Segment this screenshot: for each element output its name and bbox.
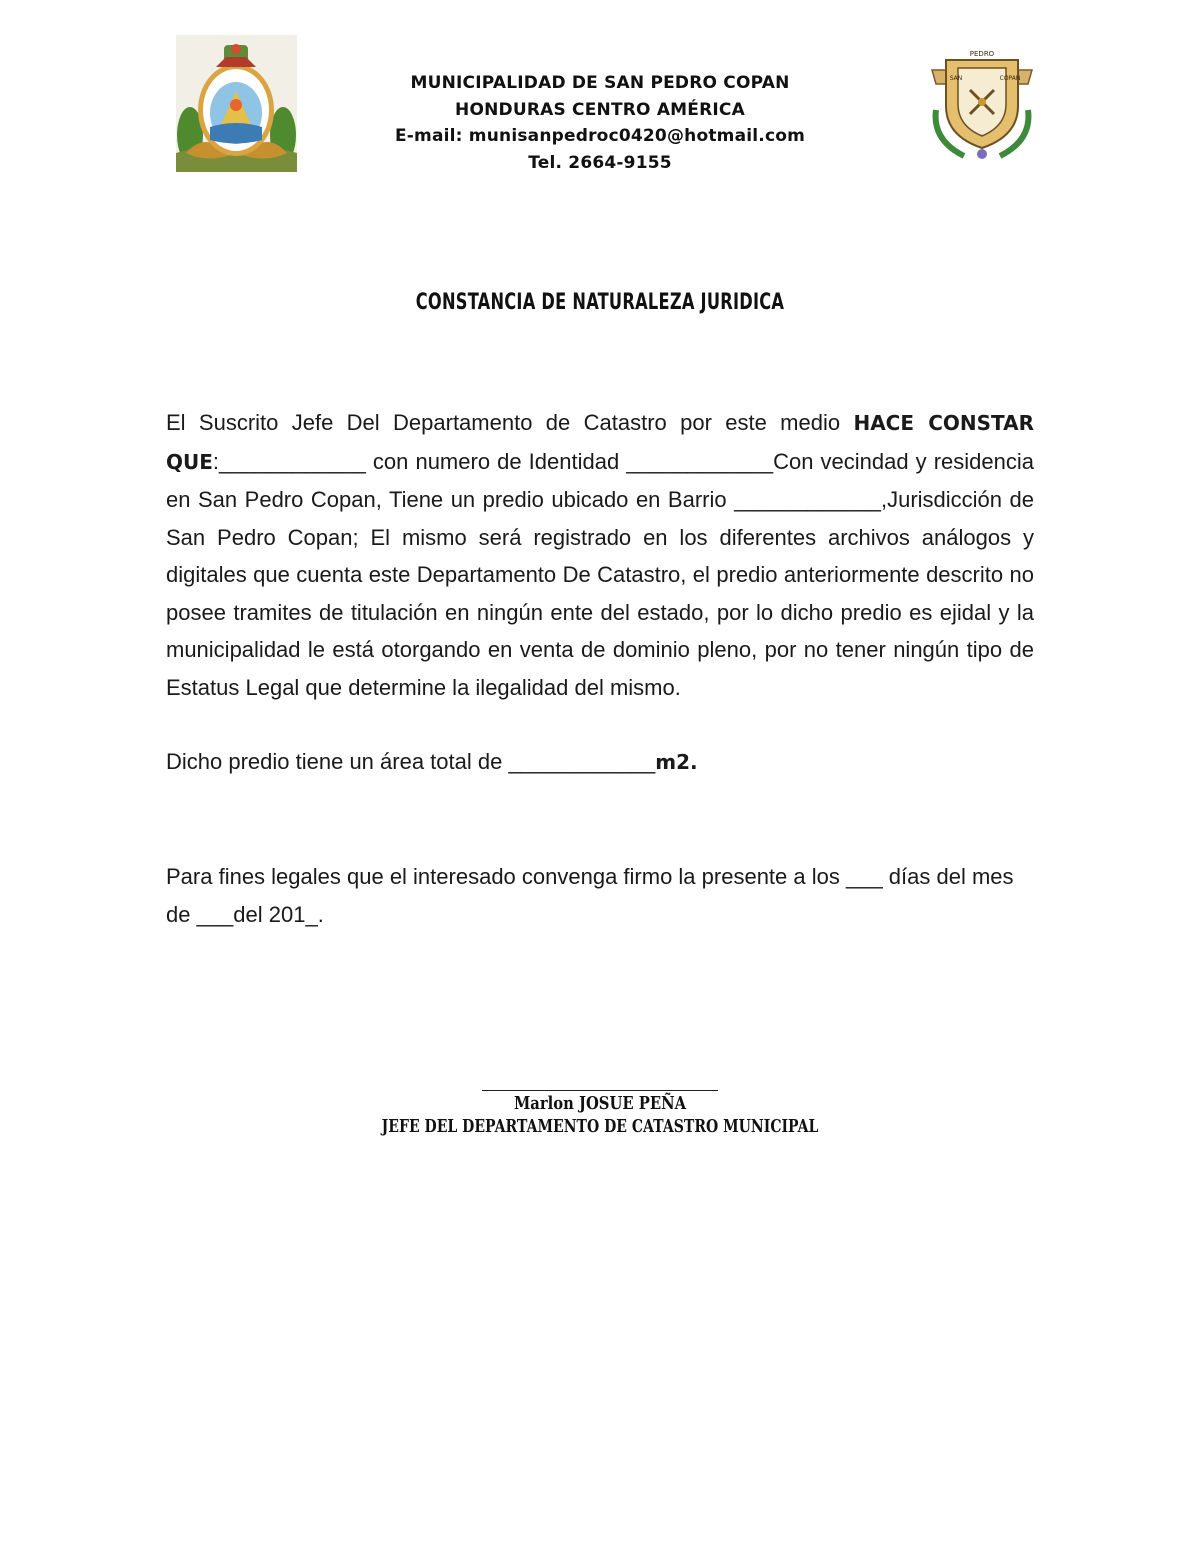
signature-block (0, 1070, 1200, 1137)
signature-line (482, 1090, 718, 1091)
area-unit: m2. (655, 750, 698, 774)
header-text (340, 70, 860, 176)
document-header (0, 0, 1200, 200)
country-line: HONDURAS CENTRO AMÉRICA (455, 99, 745, 120)
signatory-name: Marlon JOSUE PEÑA (513, 1093, 687, 1114)
document-title: CONSTANCIA DE NATURALEZA JURIDICA (415, 290, 785, 315)
paragraph-lead-text: El Suscrito Jefe Del Departamento de Catastro por este medio (166, 410, 854, 435)
closing-paragraph: Para fines legales que el interesado convenga firmo la presente a los ___ días del mes de ___del 201_. (166, 864, 1014, 927)
hace-constar-heading: HACE CONSTAR QUE (166, 411, 1035, 474)
email-line: E-mail: munisanpedroc0420@hotmail.com (394, 126, 806, 146)
area-text: Dicho predio tiene un área total de ____________ (166, 749, 656, 774)
phone-line: Tel. 2664-9155 (528, 152, 672, 173)
signatory-position: JEFE DEL DEPARTAMENTO DE CATASTRO MUNICIPAL (381, 1116, 819, 1137)
seal-word-pedro: PEDRO (969, 50, 995, 58)
seal-word-san: SAN (949, 75, 963, 82)
municipal-seal-logo (924, 40, 1040, 162)
paragraph-body-text: :____________ con numero de Identidad ____________Con vecindad y residencia en San Pedro Copan, Tiene un predio ubicado en Barrio ____________,Jurisdicción de San Pedro Copan; El mismo será registrado en los diferentes archivos análogos y digitales que cuenta este Departamento De Catastro, el predio anteriormente descrito no posee tramites de titulación en ningún ente del estado, por lo dicho predio es ejidal y la municipalidad le está otorgando en venta de dominio pleno, por no tener ningún tipo de Estatus Legal que determine la ilegalidad del mismo. (166, 448, 1034, 700)
certification-paragraph (166, 404, 1034, 706)
coat-of-arms-logo (176, 35, 297, 172)
seal-word-copan: COPAN (999, 75, 1021, 82)
municipality-name: MUNICIPALIDAD DE SAN PEDRO COPAN (410, 73, 790, 93)
area-paragraph (166, 743, 1034, 782)
